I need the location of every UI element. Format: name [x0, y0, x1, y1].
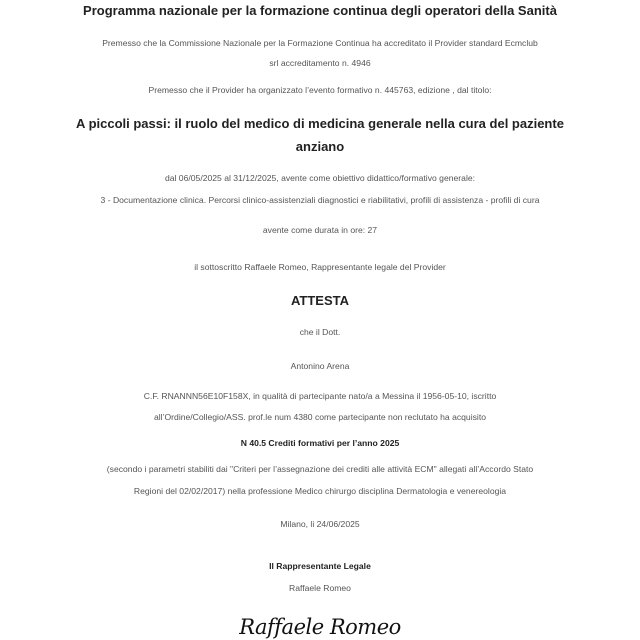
participant-details-1: C.F. RNANNN56E10F158X, in qualità di partecipante nato/a a Messina il 1956-05-10, iscritto — [143, 391, 497, 401]
credits: N 40.5 Crediti formativi per l’anno 2025 — [240, 438, 400, 448]
document-header: Programma nazionale per la formazione continua degli operatori della Sanità — [83, 3, 557, 18]
event-duration: avente come durata in ore: 27 — [262, 225, 378, 235]
event-objective: 3 - Documentazione clinica. Percorsi clinico-assistenziali diagnostici e riabilitativi, profili di assistenza - profili di cura — [100, 195, 540, 205]
attesta-heading: ATTESTA — [290, 293, 349, 308]
premise-line-1: Premesso che la Commissione Nazionale per la Formazione Continua ha accreditato il Provider standard Ecmclub — [102, 38, 538, 48]
legal-rep-label: Il Rappresentante Legale — [269, 561, 371, 571]
premise-line-2: srl accreditamento n. 4946 — [269, 58, 371, 68]
signatory-intro: il sottoscritto Raffaele Romeo, Rappresentante legale del Provider — [194, 262, 446, 272]
criteria-line-2: Regioni del 02/02/2017) nella professione Medico chirurgo disciplina Dermatologia e venereologia — [133, 486, 507, 496]
place-date: Milano, li 24/06/2025 — [280, 519, 360, 529]
criteria-line-1: (secondo i parametri stabiliti dai "Criteri per l’assegnazione dei crediti alle attività ECM" allegati all’Accordo Stato — [106, 464, 534, 474]
event-title-line-2: anziano — [295, 139, 345, 154]
che-il-dott: che il Dott. — [299, 327, 341, 337]
legal-rep-name: Raffaele Romeo — [289, 583, 351, 593]
signature: Raffaele Romeo — [239, 615, 401, 639]
event-dates: dal 06/05/2025 al 31/12/2025, avente come obiettivo didattico/formativo generale: — [164, 173, 476, 183]
premise-event: Premesso che il Provider ha organizzato l’evento formativo n. 445763, edizione , dal titolo: — [148, 85, 492, 95]
participant-details-2: all’Ordine/Collegio/ASS. prof.le num 4380 come partecipante non reclutato ha acquisito — [153, 412, 486, 422]
event-title-line-1: A piccoli passi: il ruolo del medico di medicina generale nella cura del paziente — [76, 116, 564, 131]
participant-name: Antonino Arena — [290, 361, 350, 371]
